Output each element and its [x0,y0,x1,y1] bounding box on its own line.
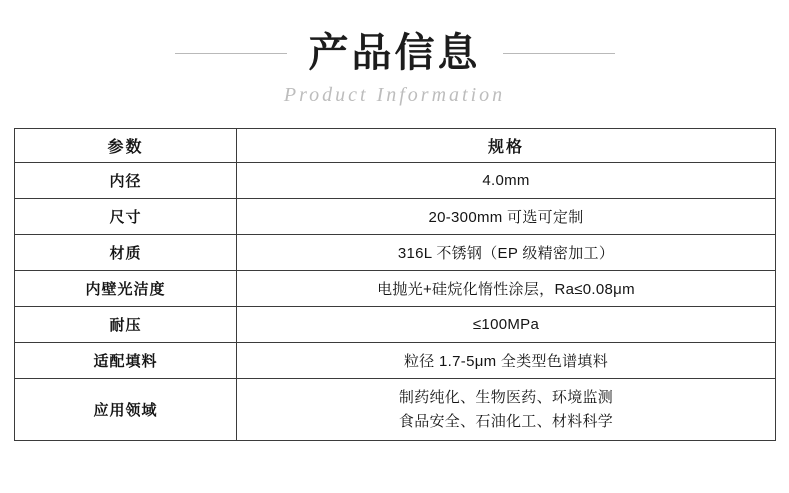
spec-table [14,128,776,441]
row-param: 内壁光洁度 [15,271,237,307]
page-subtitle: Product Information [283,84,506,106]
table-row [15,235,776,271]
row-value-line: 食品安全、石油化工、材料科学 [398,412,614,430]
row-param: 材质 [15,235,237,271]
column-header-param: 参数 [15,129,237,163]
row-value: ≤100MPa [237,307,776,343]
row-param: 应用领域 [15,379,237,441]
title-rule-right [503,53,615,54]
row-value: 20-300mm 可选可定制 [237,199,776,235]
title-row [0,30,789,76]
page-title: 产品信息 [308,31,481,75]
page-header [0,0,789,107]
row-value [237,379,776,441]
row-value: 电抛光+硅烷化惰性涂层，Ra≤0.08μm [237,271,776,307]
row-value-line: 制药纯化、生物医药、环境监测 [398,389,614,407]
row-param: 适配填料 [15,343,237,379]
row-param: 耐压 [15,307,237,343]
table-row [15,271,776,307]
row-value: 粒径 1.7-5μm 全类型色谱填料 [237,343,776,379]
row-param: 内径 [15,163,237,199]
table-header-row [15,129,776,163]
row-param: 尺寸 [15,199,237,235]
spec-table-body [15,129,776,441]
table-row [15,199,776,235]
column-header-spec: 规格 [237,129,776,163]
table-row [15,163,776,199]
row-value-lines [238,386,774,433]
table-row [15,343,776,379]
row-value: 4.0mm [237,163,776,199]
row-value: 316L 不锈钢（EP 级精密加工） [237,235,776,271]
spec-table-wrapper [14,128,775,441]
table-row [15,379,776,441]
table-row [15,307,776,343]
title-rule-left [175,53,287,54]
